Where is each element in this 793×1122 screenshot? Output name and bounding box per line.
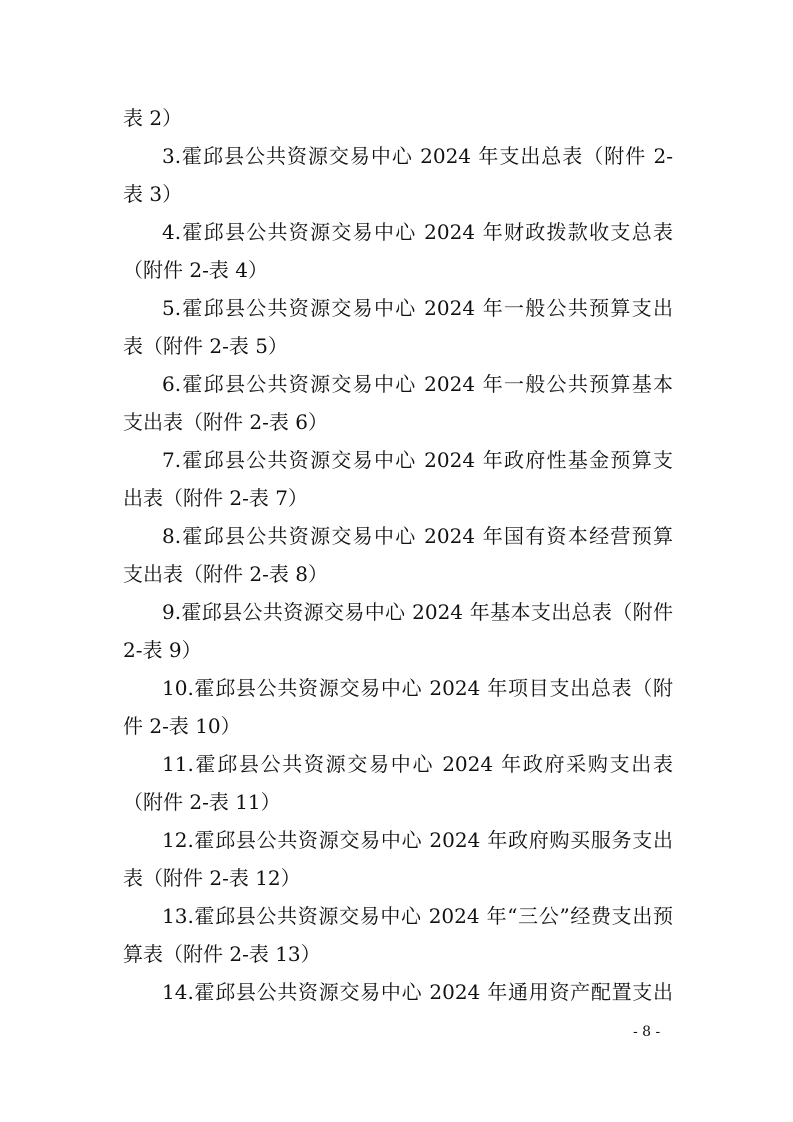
text-line: 14.霍邱县公共资源交易中心 2024 年通用资产配置支出: [162, 980, 673, 1004]
text-line: 6.霍邱县公共资源交易中心 2024 年一般公共预算基本: [162, 372, 673, 396]
text-line: 13.霍邱县公共资源交易中心 2024 年“三公”经费支出预: [162, 904, 673, 928]
text-line: 12.霍邱县公共资源交易中心 2024 年政府购买服务支出: [162, 828, 673, 852]
text-line: 出表（附件 2-表 7）: [123, 486, 308, 510]
text-line: 件 2-表 10）: [123, 714, 241, 738]
page-number: - 8 -: [633, 1024, 661, 1040]
text-line: 支出表（附件 2-表 6）: [123, 410, 328, 434]
text-line: 支出表（附件 2-表 8）: [123, 562, 328, 586]
text-line: 表（附件 2-表 5）: [123, 334, 288, 358]
text-line: 8.霍邱县公共资源交易中心 2024 年国有资本经营预算: [162, 524, 673, 548]
text-line: 表 3）: [123, 182, 183, 206]
text-line: 2-表 9）: [123, 638, 202, 662]
text-line: 算表（附件 2-表 13）: [123, 942, 321, 966]
text-line: 7.霍邱县公共资源交易中心 2024 年政府性基金预算支: [162, 448, 673, 472]
text-line: （附件 2-表 4）: [123, 258, 268, 282]
text-line: 10.霍邱县公共资源交易中心 2024 年项目支出总表（附: [162, 676, 673, 700]
text-line: 11.霍邱县公共资源交易中心 2024 年政府采购支出表: [162, 752, 673, 776]
text-line: （附件 2-表 11）: [123, 790, 281, 814]
text-line: 表（附件 2-表 12）: [123, 866, 301, 890]
text-line: 9.霍邱县公共资源交易中心 2024 年基本支出总表（附件: [162, 600, 673, 624]
text-line: 表 2）: [123, 106, 183, 130]
text-line: 4.霍邱县公共资源交易中心 2024 年财政拨款收支总表: [162, 220, 673, 244]
text-line: 5.霍邱县公共资源交易中心 2024 年一般公共预算支出: [162, 296, 673, 320]
text-line: 3.霍邱县公共资源交易中心 2024 年支出总表（附件 2-: [162, 144, 673, 168]
